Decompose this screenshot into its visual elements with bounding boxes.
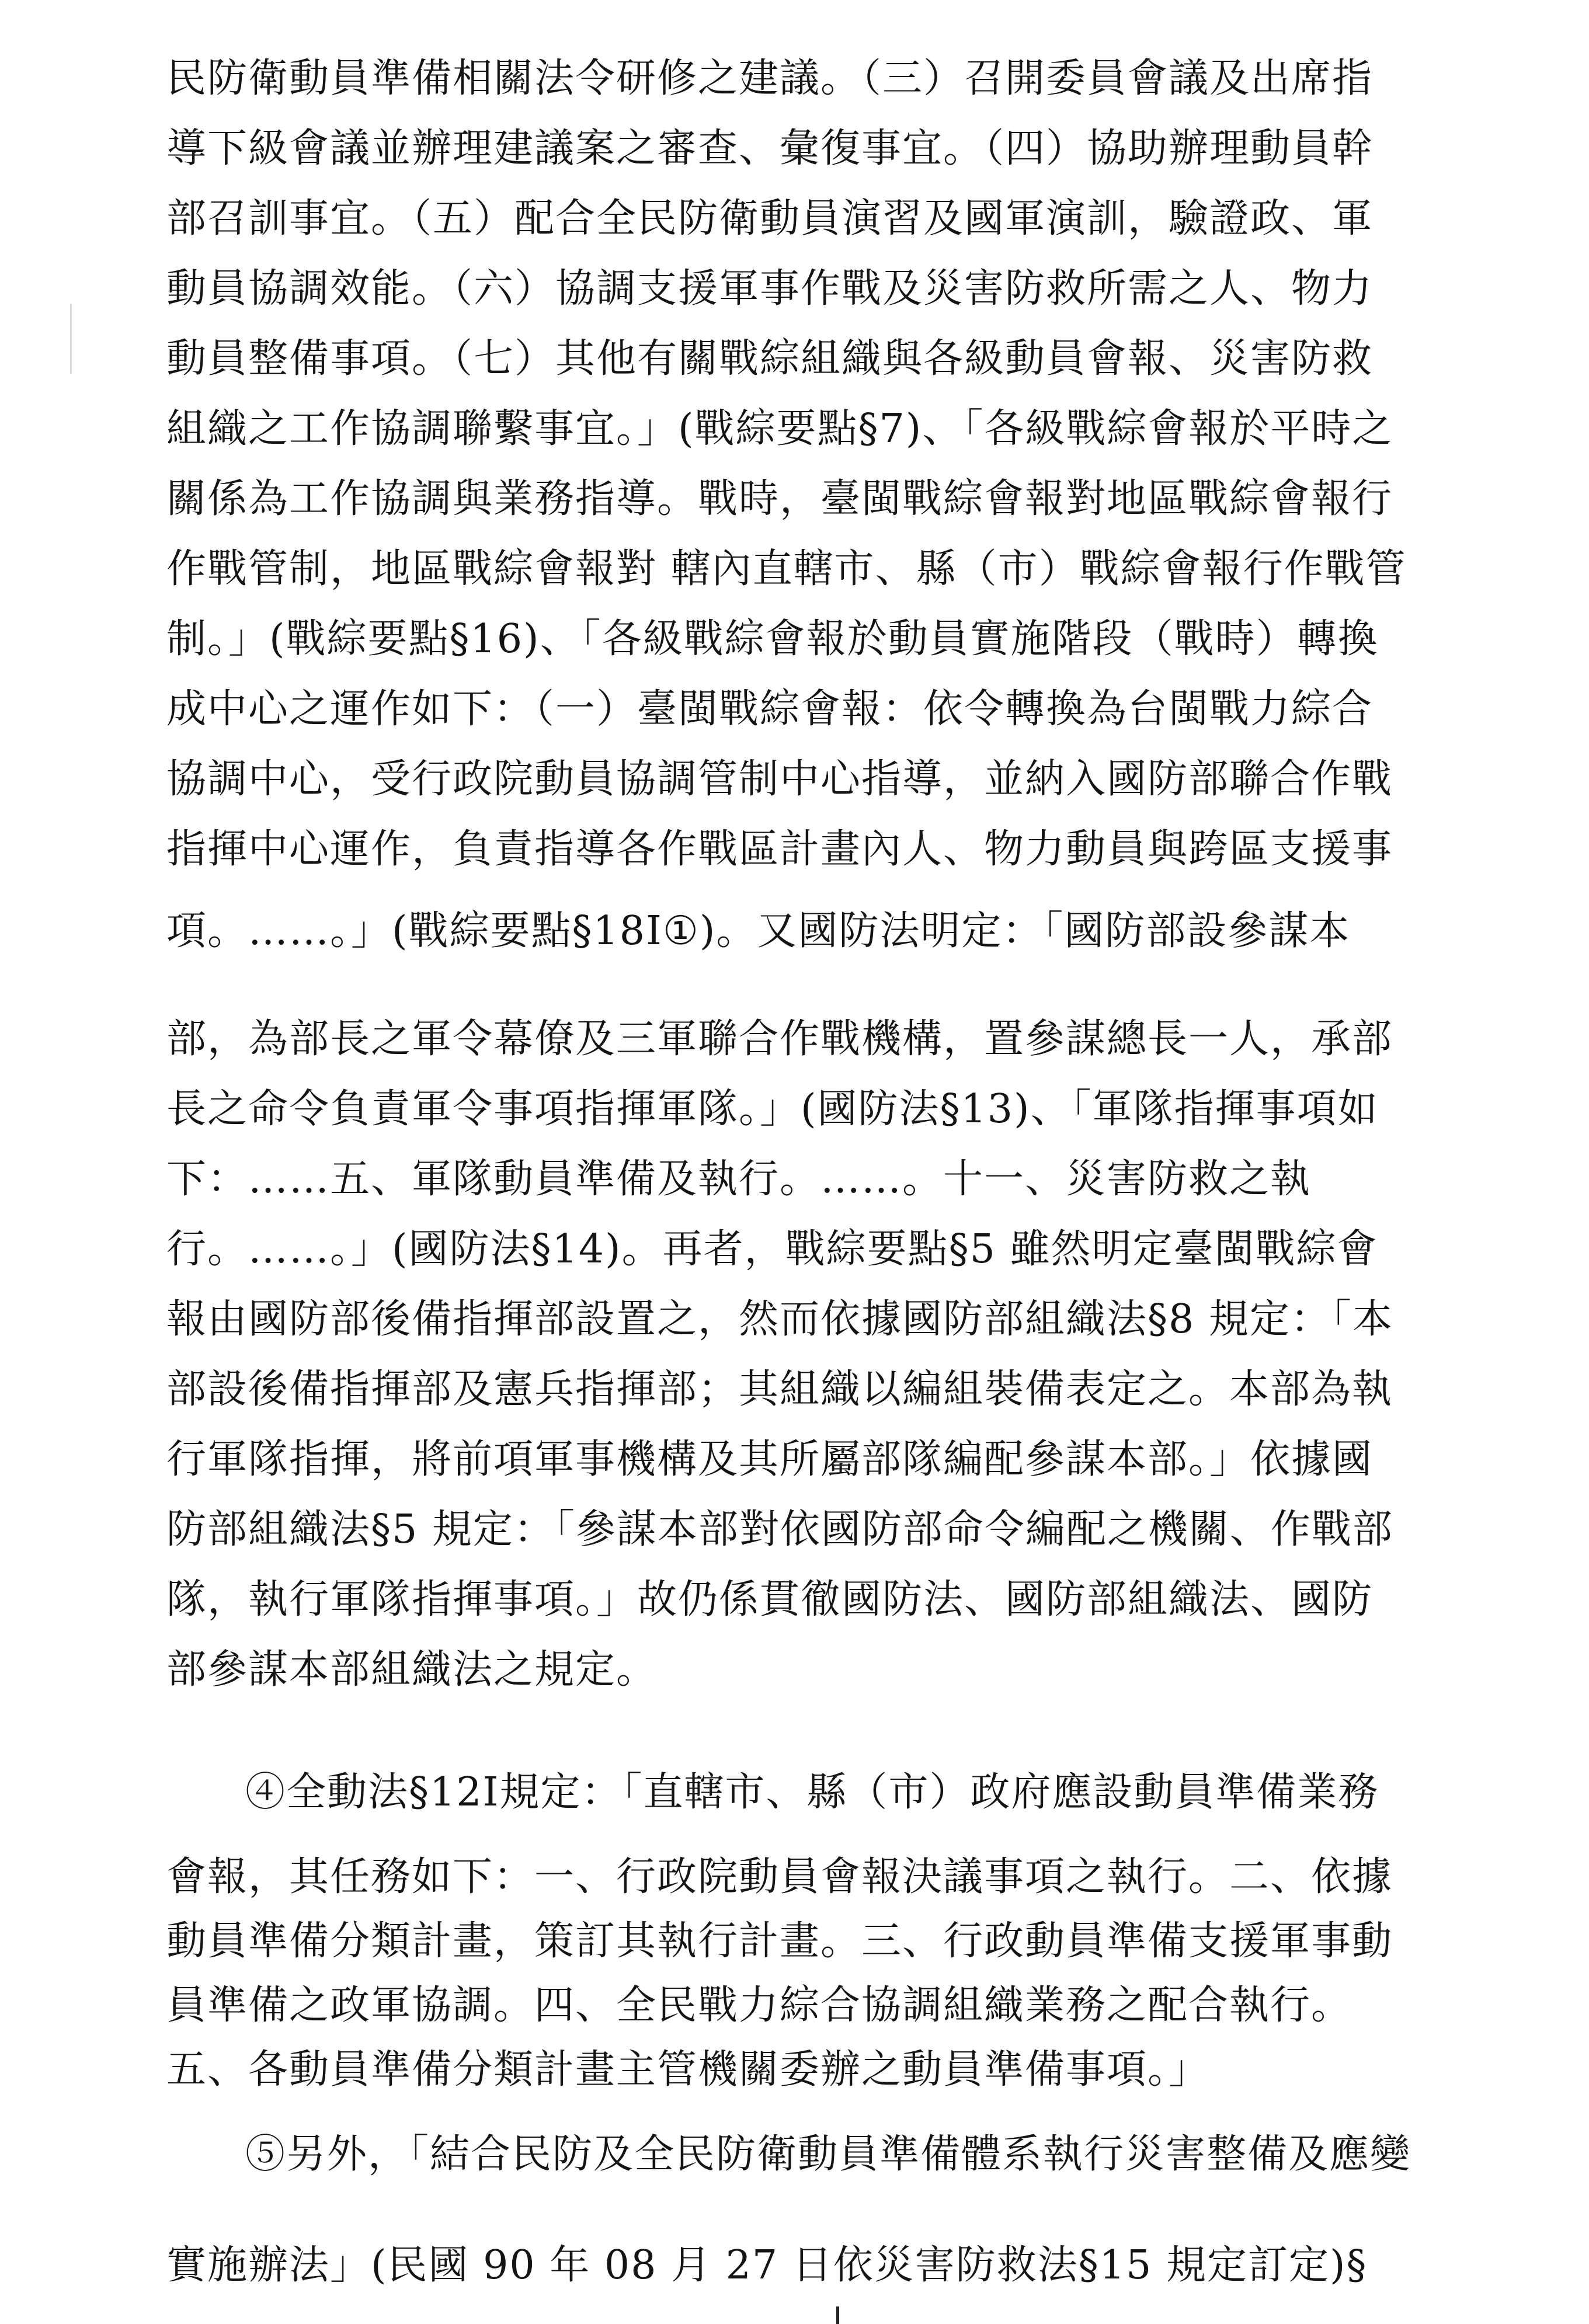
- text-line: 組織之工作協調聯繫事宜。」(戰綜要點§7)、「各級戰綜會報於平時之: [166, 406, 1393, 452]
- text-line: 部參謀本部組織法之規定。: [166, 1647, 658, 1693]
- page-mark: [836, 2306, 839, 2324]
- text-line: 指揮中心運作，負責指導各作戰區計畫內人、物力動員與跨區支援事: [166, 826, 1393, 872]
- text-line: 項。……。」(戰綜要點§18Ⅰ①)。又國防法明定：「國防部設參謀本: [166, 908, 1351, 954]
- text-line: 作戰管制，地區戰綜會報對 轄內直轄市、縣（市）戰綜會報行作戰管: [166, 546, 1407, 592]
- text-line: 導下級會議並辦理建議案之審查、彙復事宜。（四）協助辦理動員幹: [166, 126, 1374, 172]
- text-line: 部設後備指揮部及憲兵指揮部；其組織以編組裝備表定之。本部為執: [166, 1366, 1393, 1413]
- text-line: 部，為部長之軍令幕僚及三軍聯合作戰機構，置參謀總長一人，承部: [166, 1016, 1393, 1062]
- text-line: ④全動法§12Ⅰ規定：「直轄市、縣（市）政府應設動員準備業務: [245, 1769, 1379, 1815]
- text-line: 關係為工作協調與業務指導。戰時，臺閩戰綜會報對地區戰綜會報行: [166, 476, 1393, 522]
- text-line: 行軍隊指揮，將前項軍事機構及其所屬部隊編配參謀本部。」依據國: [166, 1436, 1374, 1483]
- text-line: 隊，執行軍隊指揮事項。」故仍係貫徹國防法、國防部組織法、國防: [166, 1577, 1374, 1623]
- text-line: 制。」(戰綜要點§16)、「各級戰綜會報於動員實施階段（戰時）轉換: [166, 616, 1379, 662]
- text-line: 員準備之政軍協調。四、全民戰力綜合協調組織業務之配合執行。: [166, 1982, 1352, 2029]
- text-line: 民防衛動員準備相關法令研修之建議。（三）召開委員會議及出席指: [166, 55, 1374, 102]
- text-line: 部召訓事宜。（五）配合全民防衛動員演習及國軍演訓，驗證政、軍: [166, 196, 1374, 242]
- text-line: 長之命令負責軍令事項指揮軍隊。」(國防法§13)、「軍隊指揮事項如: [166, 1086, 1379, 1132]
- text-line: 成中心之運作如下：（一）臺閩戰綜會報：依令轉換為台閩戰力綜合: [166, 686, 1374, 732]
- text-line: 防部組織法§5 規定：「參謀本部對依國防部命令編配之機關、作戰部: [166, 1507, 1393, 1553]
- text-line: 下：……五、軍隊動員準備及執行。……。十一、災害防救之執: [166, 1156, 1312, 1202]
- text-line: 協調中心，受行政院動員協調管制中心指導，並納入國防部聯合作戰: [166, 756, 1393, 802]
- text-line: 五、各動員準備分類計畫主管機關委辦之動員準備事項。」: [166, 2047, 1210, 2093]
- text-line: 行。……。」(國防法§14)。再者，戰綜要點§5 雖然明定臺閩戰綜會: [166, 1226, 1378, 1272]
- text-line: 實施辦法」(民國 90 年 08 月 27 日依災害防救法§15 規定訂定)§: [166, 2242, 1368, 2288]
- text-line: 報由國防部後備指揮部設置之，然而依據國防部組織法§8 規定：「本: [166, 1296, 1393, 1342]
- scan-edge-mark: [70, 304, 72, 374]
- text-line: ⑤另外，「結合民防及全民防衛動員準備體系執行災害整備及應變: [245, 2131, 1411, 2177]
- text-line: 動員整備事項。（七）其他有關戰綜組織與各級動員會報、災害防救: [166, 336, 1374, 382]
- text-line: 會報，其任務如下：一、行政院動員會報決議事項之執行。二、依據: [166, 1854, 1393, 1900]
- text-line: 動員協調效能。（六）協調支援軍事作戰及災害防救所需之人、物力: [166, 266, 1374, 312]
- text-line: 動員準備分類計畫，策訂其執行計畫。三、行政動員準備支援軍事動: [166, 1918, 1393, 1964]
